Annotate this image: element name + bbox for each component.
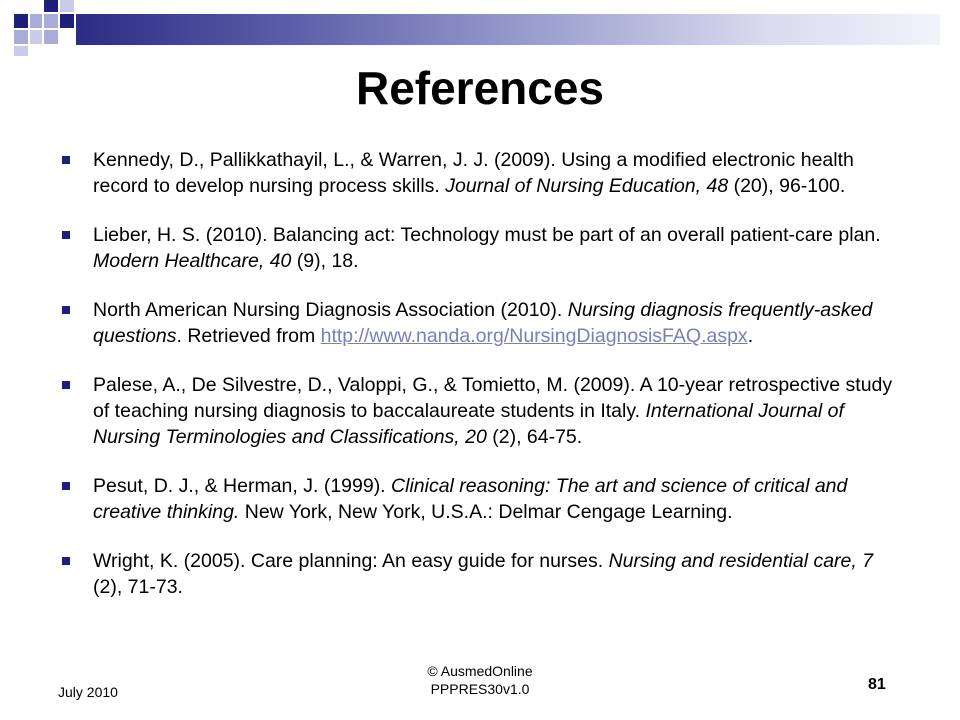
reference-italic-text: Modern Healthcare, 40 xyxy=(93,250,292,272)
reference-text: . Retrieved from xyxy=(176,325,321,347)
reference-text: Lieber, H. S. (2010). Balancing act: Technology must be part of an overall patient-care plan. xyxy=(93,224,881,246)
reference-text: (2), 71-73. xyxy=(93,576,183,598)
reference-item xyxy=(62,297,902,349)
footer-date: July 2010 xyxy=(58,684,118,700)
reference-text: New York, New York, U.S.A.: Delmar Cengage Learning. xyxy=(239,501,733,523)
corner-square-decoration xyxy=(44,14,58,28)
reference-item xyxy=(62,222,902,274)
square-bullet-icon xyxy=(62,482,70,490)
corner-square-decoration xyxy=(44,30,58,44)
corner-square-decoration xyxy=(14,14,28,28)
reference-item xyxy=(62,147,902,199)
reference-link[interactable]: http://www.nanda.org/NursingDiagnosisFAQ.aspx xyxy=(320,325,748,347)
corner-square-decoration xyxy=(44,0,58,12)
reference-text: Pesut, D. J., & Herman, J. (1999). xyxy=(93,475,392,497)
square-bullet-icon xyxy=(62,306,70,314)
corner-square-decoration xyxy=(30,30,42,44)
reference-text: (20), 96-100. xyxy=(728,175,846,197)
square-bullet-icon xyxy=(62,381,70,389)
corner-square-decoration xyxy=(60,0,74,12)
reference-text: North American Nursing Diagnosis Association (2010). xyxy=(93,299,568,321)
reference-italic-text: Clinical reasoning: The art and science of critical and creative thinking. xyxy=(93,475,848,523)
reference-text: Palese, A., De Silvestre, D., Valoppi, G., & Tomietto, M. (2009). A 10-year retrospective study of teaching nursing diagnosis to baccalaureate students in Italy. xyxy=(93,374,893,422)
square-bullet-icon xyxy=(62,557,70,565)
reference-text: (2), 64-75. xyxy=(486,426,583,448)
reference-item xyxy=(62,372,902,450)
corner-square-decoration xyxy=(30,14,42,28)
reference-italic-text: Nursing diagnosis frequently-asked questions xyxy=(93,299,873,347)
reference-italic-text: International Journal of Nursing Terminologies and Classifications, 20 xyxy=(93,400,844,448)
reference-italic-text: Nursing and residential care, 7 xyxy=(608,550,874,572)
corner-square-decoration xyxy=(14,46,28,56)
reference-list xyxy=(62,147,902,623)
corner-square-decoration xyxy=(60,14,74,28)
footer-copyright-line: © AusmedOnline xyxy=(427,663,533,679)
footer-copyright xyxy=(380,662,580,698)
reference-text: Wright, K. (2005). Care planning: An easy guide for nurses. xyxy=(93,550,609,572)
square-bullet-icon xyxy=(62,156,70,164)
corner-square-decoration xyxy=(14,30,28,44)
reference-text: Kennedy, D., Pallikkathayil, L., & Warren, J. J. (2009). Using a modified electronic health record to develop nursing process skills. xyxy=(93,149,854,197)
reference-text: (9), 18. xyxy=(291,250,359,272)
reference-item xyxy=(62,548,902,600)
reference-italic-text: Journal of Nursing Education, 48 xyxy=(445,175,729,197)
footer-version-line: PPPRES30v1.0 xyxy=(430,681,530,697)
reference-item xyxy=(62,473,902,525)
page-number: 81 xyxy=(868,676,886,693)
reference-text: . xyxy=(747,325,754,347)
slide-title: References xyxy=(355,62,605,114)
square-bullet-icon xyxy=(62,231,70,239)
header-gradient-bar xyxy=(76,14,940,45)
